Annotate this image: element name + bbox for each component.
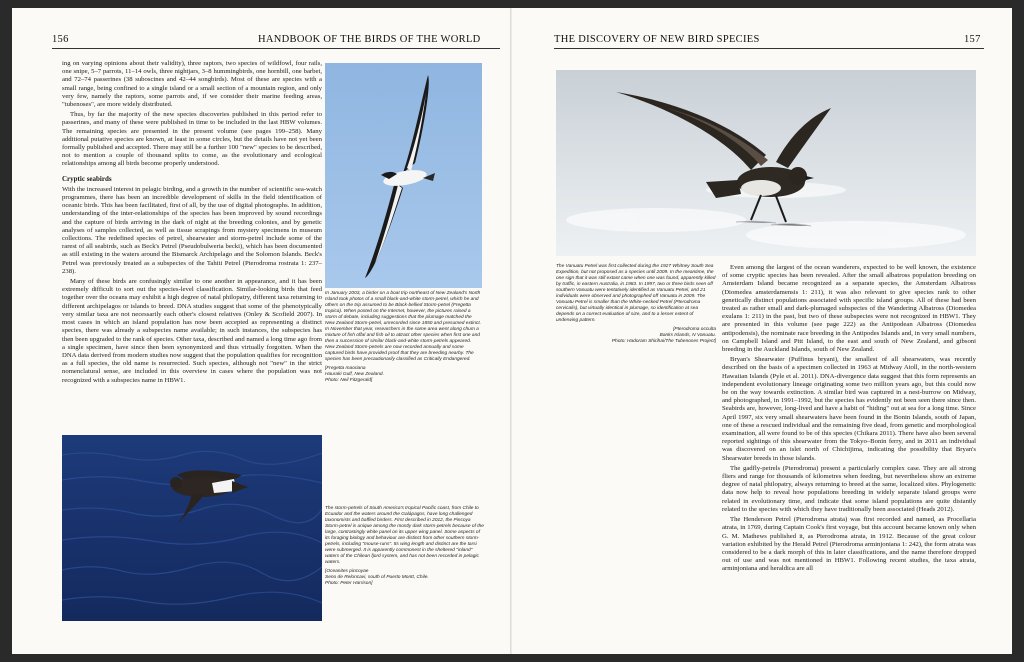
paragraph: Thus, by far the majority of the new species discoveries published in this period refer to passerines, and many of these were published in time to be included in the last HBW volumes. The remaining species are presented in the present volume (see pages 199–258). Many additional putative species are known, at least in some circles, but the details have not yet been formally published and accepted. There may still be a further 100 "new" species to be described, not to mention a couple of thousand splits to come, as the evolutionary and ecological relationships among all birds become properly understood. — [62, 111, 322, 168]
running-head-left: HANDBOOK OF THE BIRDS OF THE WORLD — [258, 34, 481, 45]
header-rule-left — [52, 48, 500, 49]
caption-credit: [Fregetta maoriana Hauraki Gulf, New Zealand. Photo: Neil Fitzgerald] — [325, 366, 384, 383]
vanuatu-caption — [556, 264, 716, 348]
paragraph: Bryan's Shearwater (Puffinus bryani), the smallest of all shearwaters, was recently described on the basis of a specimen collected in 1963 at Midway Atoll, in the north-western Hawaiian Islands (Pyle et al. 2011). DNA-divergence data suggest that this form represents an independent evolutionary lineage originating some two million years ago, but this could now be on the way towards extinction. A similar bird was captured in a nest-burrow on Midway, and photographed, in 1991–1992, but the species has evidently not been seen there since then. Seabirds are, however, long-lived and have a habit of "hiding" out at sea for a long time. Since April 1997, six very small shearwaters have been found in the Bonin Islands, south of Japan, one of these a rescued individual and the remaining five dead, from genetic and morphological examination, all were found to be of this species (Chikara 2011). There have also been several reported sightings of this shearwater from the Tokyo–Bonin ferry, and in 2011 an individual was discovered on an islet north of Chichijima, indicating the possibility that Bryan's Shearwater breeds in those islands. — [722, 356, 976, 462]
storm-petrel-sea-photo — [62, 435, 322, 621]
page-number-left: 156 — [52, 34, 69, 45]
header-rule-right — [554, 48, 984, 49]
right-page — [512, 8, 1012, 654]
paragraph: The gadfly-petrels (Pterodroma) present a particularly complex case. They are all strong fliers and range for thousands of kilometres when feeding, but nevertheless show an extreme degree of natal philopatry, always returning to breed at the same, localized sites. Phylogenetic data now help to reveal how populations breeding in widely separate island groups were related in evolutionary time, and indicate that some island populations are quite distantly related to the species with which they have traditionally been associated (Heads 2012). — [722, 464, 976, 513]
paragraph: Even among the largest of the ocean wanderers, expected to be well known, the existence of some cryptic species has been revealed. After the small albatross population breeding on Amsterdam Island became recognized as a separate species, the Amsterdam Albatross (Diomedea amsterdamensis 1: 211), it was also relevant to give species rank to other genetically distinct populations associated with specific island groups. All of these had been treated as rather small and dark-plumaged subspecies of the Wandering Albatross (Diomedea exulans 1: 211) in the past, but two of these subspecies were not recognized in HBW1. They are presented in this volume (see page 222) as the Antipodean Albatross (Diomedea antipodensis), the nominate race breeding in the Antipodes Islands and, in very small numbers, on Campbell Island and Pitt Island, to the east and south of New Zealand, and gibsoni breeding in the Auckland Islands, south of New Zealand. — [722, 264, 976, 354]
storm-petrel-caption — [325, 506, 485, 590]
caption-text: The storm-petrels of South America's tropical Pacific coast, from Chile to Ecuador and the waters around the Galápagos, have long challenged taxonomists and baffled birders. First described in 2012, the Pincoya Storm-petrel is unique among the mostly dark storm-petrels because of the large, contrastingly white panel on its upper wing panel. Some aspects of its foraging biology and behaviour are distinct from other southern storm-petrels, including "mouse-runs". Its wing length and distinct are the tarsi were submerged. It is apparently commonest in the sheltered "inland" waters of the Chilean fjord system, and has not been recorded in pelagic waters. — [325, 506, 484, 565]
left-page — [12, 8, 512, 654]
right-body-text — [722, 264, 976, 644]
left-body-text — [62, 60, 322, 430]
section-subheading: Cryptic seabirds — [62, 174, 112, 183]
petrel-flight-photo — [325, 63, 482, 288]
paragraph: Many of these birds are confusingly similar to one another in appearance, and it has been extremely difficult to sort out the species-level classification. Similar-looking birds that feed together over the oceans may exhibit a high degree of natal philopatry, different taxa returning to different archipelagos or islands to breed. DNA studies suggest that some of the phenotypically very similar taxa are not necessarily each other's closest relatives (Onley & Scofield 2007). In most cases in which an island population has now been accepted as representing a distinct species, there was already a subspecies name available; in such instances, the subspecies has then been upgraded to the rank of species. Other taxa, described and named a long time ago from a single specimen, have since then been synonymized and thus virtually forgotten. When the DNA data derived from modern studies now suggest that the population qualifies for recognition as a full species, the old name is resurrected. Such species, although not "new" in the strict nomenclatural sense, are included in this overview in cases where the population was not recognized with a subspecies name in HBW1. — [62, 278, 322, 384]
running-head-right: THE DISCOVERY OF NEW BIRD SPECIES — [554, 34, 760, 45]
paragraph: ing on varying opinions about their validity), three raptors, two species of wildfowl, four rails, one snipe, 5–7 parrots, 11–14 owls, three nightjars, 3–8 hummingbirds, one hornbill, one barbet, and 72–74 passerines (38 suboscines and 42–44 songbirds). Most of these are species with a small range, being confined to a single island or a small section of a mountain region, and only very few, namely the raptors, some parrots and, if we consider their marine feeding areas, "tubenoses", are more widely distributed. — [62, 60, 322, 109]
caption-credit: [Pterodroma occulta Banks Islands, N Vanuatu. Photo: Hadoram Shirihai/The Tubenoses Project] — [611, 327, 716, 344]
page-number-right: 157 — [964, 34, 981, 45]
caption-text: The Vanuatu Petrel was first collected during the 1927 Whitney South Sea Expedition, but not proposed as a species until 2009. In the meantime, the one sign that it was still extant came when one was found, apparently killed by traffic, in eastern Australia, in 1983. In 1997, two or three birds seen off southern Vanuatu were tentatively identified as Vanuatu Petrel, and 21 individuals were observed and photographed off Vanuatu in 2009. The Vanuatu Petrel is smaller than the White-necked Petrel (Pterodroma cervicalis), but virtually identical in plumage, so identification at sea depends on a correct evaluation of size, and to a lesser extent of underwing pattern. — [556, 264, 716, 323]
petrel-caption — [325, 291, 482, 387]
caption-credit: [Oceanites pincoyae Seno de Reloncavi, south of Puerto Montt, Chile. Photo: Peter Harrison] — [325, 569, 429, 586]
vanuatu-petrel-photo — [556, 70, 976, 256]
paragraph: The Henderson Petrel (Pterodroma atrata) was first recorded and named, as Procellaria atrata, in 1769, during Captain Cook's first voyage, but this account became known only when G. M. Mathews published it, as Pterodroma atrata, in 1912. Because of the great colour variation exhibited by the Herald Petrel (Pterodroma arminjoniana 1: 242), the form atrata was considered to be a dark morph of this in later classifications, and the name therefore dropped out of use and was not mentioned in HBW1. Following recent studies, the taxa atrata, arminjoniana and heraldica are all — [722, 516, 976, 573]
paragraph: With the increased interest in pelagic birding, and a growth in the number of scientific sea-watch programmes, there has been an incredible development of skills in the field identification of oceanic birds. This has been facilitated, first of all, by the use of digital photographs. In addition, understanding of the inter-relationships of the species has been improved by sound recordings and the capture of birds arriving in the dark of night at the breeding colonies, and by genetic analyses of samples collected, as well as tissue scrapings from mystery specimens in museum collections. The redefined species of petrel, shearwater and storm-petrel include some of the rarest of all seabirds, such as Beck's Petrel (Pseudobulweria becki), which has been documented as still existing in the waters around the Bismarck Archipelago and the Solomon Islands. Beck's Petrel was previously treated as a subspecies of the Tahiti Petrel (Pterodroma rostrata 1: 237–238). — [62, 185, 322, 275]
caption-text: In January 2003, a birder on a boat trip northeast of New Zealand's North Island took photos of a small black-and-white storm-petrel, which he and others on the trip assumed to be Black-bellied Storm-petrel (Fregetta tropica). When posted on the Internet, however, the pictures raised a storm of debate, including suggestions that the plumage matched the New Zealand Storm-petrel, unrecorded since 1850 and presumed extinct. In November that year, researchers in the same area went along chum a mixture of fish offal and fish oil to attract other species when first one and then a succession of similar black-and-white storm-petrels appeared. New Zealand Storm-petrels are now recorded annually and some captured birds have provided proof that they are breeding nearby. The species has been precautionarily classified as Critically Endangered. — [325, 291, 481, 362]
